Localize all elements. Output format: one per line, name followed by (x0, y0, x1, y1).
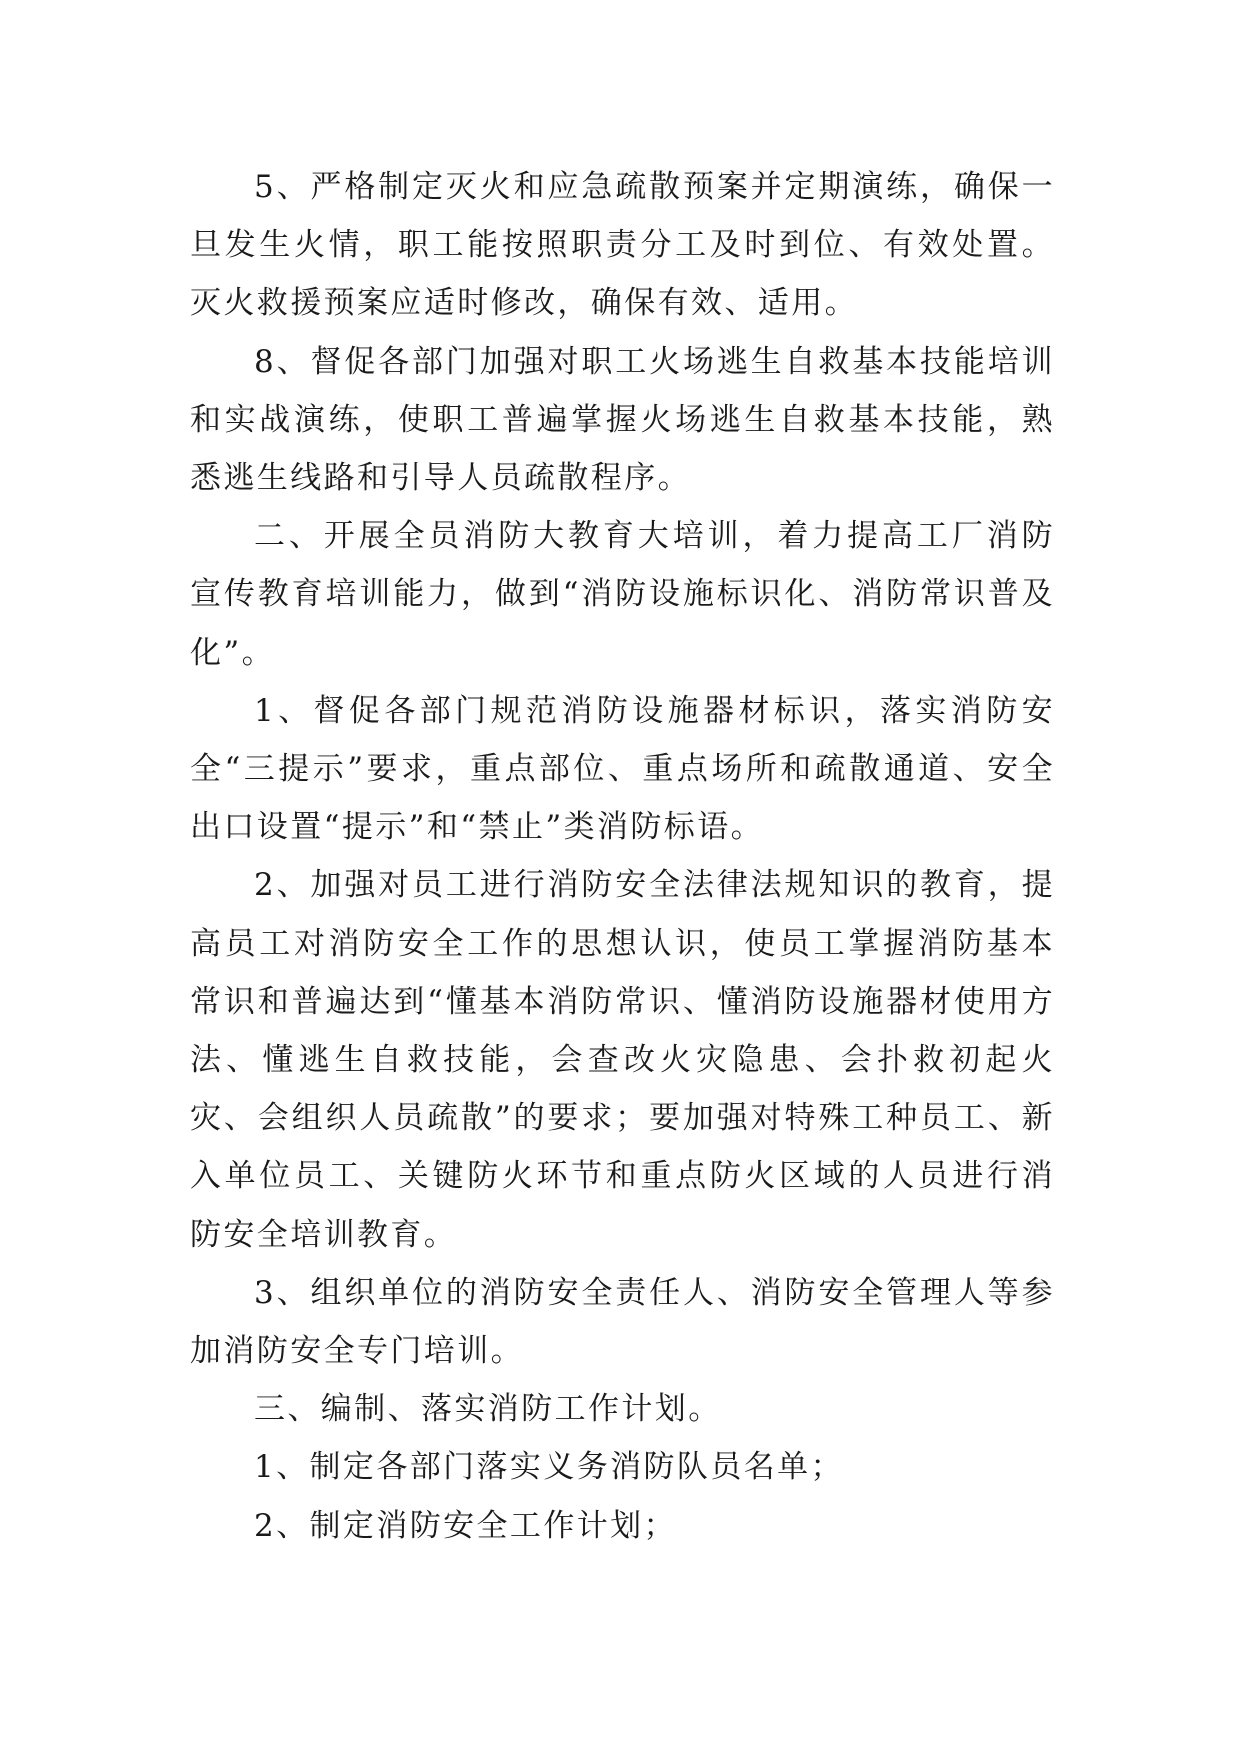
document-body (190, 158, 1055, 1555)
paragraph-section-three-heading: 三、编制、落实消防工作计划。 (254, 1391, 722, 1428)
paragraph-special-training: 3、组织单位的消防安全责任人、消防安全管理人等参加消防安全专门培训。 (190, 1274, 1055, 1370)
paragraph-facility-signage: 1、督促各部门规范消防设施器材标识，落实消防安全“三提示”要求，重点部位、重点场所和疏散通道、安全出口设置“提示”和“禁止”类消防标语。 (190, 692, 1055, 846)
paragraph-escape-training: 8、督促各部门加强对职工火场逃生自救基本技能培训和实战演练，使职工普遍掌握火场逃生自救基本技能，熟悉逃生线路和引导人员疏散程序。 (190, 343, 1055, 497)
paragraph-work-plan: 2、制定消防安全工作计划； (254, 1507, 677, 1544)
paragraph-law-education: 2、加强对员工进行消防安全法律法规知识的教育，提高员工对消防安全工作的思想认识，使员工掌握消防基本常识和普遍达到“懂基本消防常识、懂消防设施器材使用方法、懂逃生自救技能，会查改火灾隐患、会扑救初起火灾、会组织人员疏散”的要求；要加强对特殊工种员工、新入单位员工、关键防火环节和重点防火区域的人员进行消防安全培训教育。 (190, 867, 1055, 1253)
paragraph-drill-plan: 5、严格制定灭火和应急疏散预案并定期演练，确保一旦发生火情，职工能按照职责分工及时到位、有效处置。灭火救援预案应适时修改，确保有效、适用。 (190, 169, 1055, 322)
paragraph-volunteer-list: 1、制定各部门落实义务消防队员名单； (254, 1449, 844, 1486)
paragraph-section-two-heading: 二、开展全员消防大教育大培训，着力提高工厂消防宣传教育培训能力，做到“消防设施标识化、消防常识普及化”。 (190, 518, 1055, 671)
